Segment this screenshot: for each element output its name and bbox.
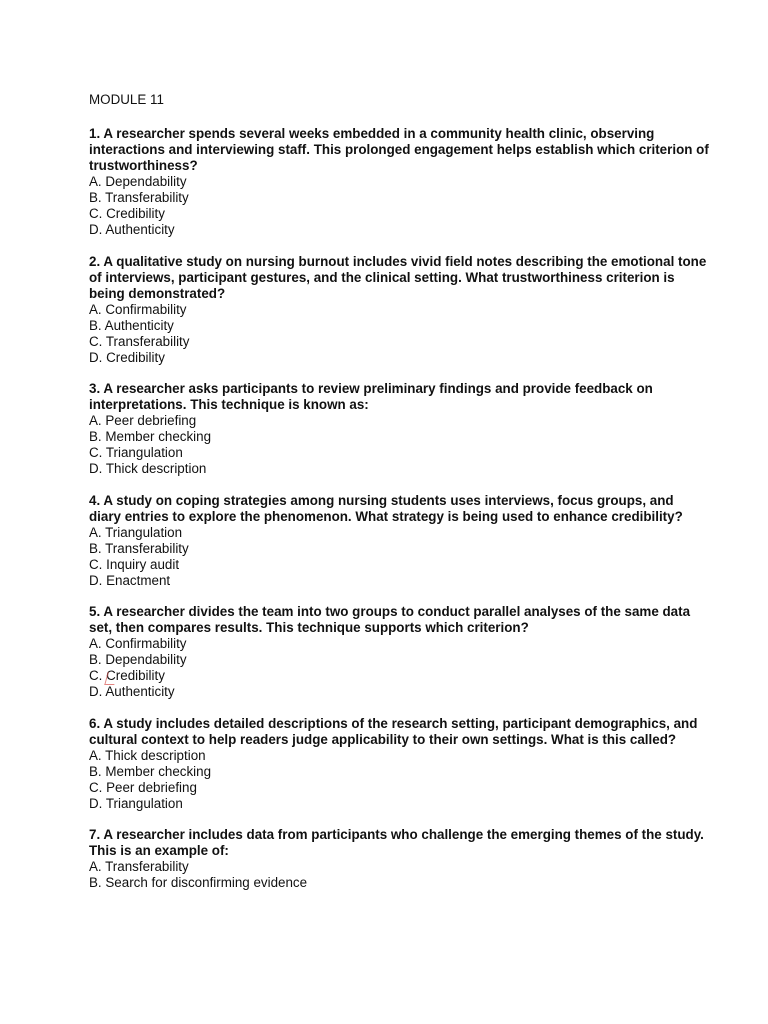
question-text: 1. A researcher spends several weeks embedded in a community health clinic, observing interactions and interviewing staff. This prolonged engagement helps establish which criterion of trustworthiness?	[89, 126, 709, 173]
options-list	[89, 413, 709, 477]
option-b: B. Search for disconfirming evidence	[89, 875, 308, 890]
option-b: B. Dependability	[89, 652, 187, 667]
option-b: B. Member checking	[89, 763, 212, 779]
option-c: C. Inquiry audit	[89, 556, 180, 572]
option-d: D. Authenticity	[89, 222, 175, 237]
option-a: A. Triangulation	[89, 524, 183, 540]
option-c: C. Credibility	[89, 668, 165, 683]
option-d: D. Credibility	[89, 349, 165, 365]
module-title: MODULE 11	[89, 92, 164, 107]
question-text: 2. A qualitative study on nursing burnout includes vivid field notes describing the emotional tone of interviews, participant gestures, and the clinical setting. What trustworthiness criterion is being demonstrated?	[89, 253, 707, 301]
question-5	[89, 604, 709, 700]
option-c: C. Transferability	[89, 333, 190, 349]
options-list	[89, 174, 709, 238]
options-list	[89, 636, 709, 700]
question-4	[89, 493, 709, 589]
question-1	[89, 126, 709, 238]
question-text: 3. A researcher asks participants to review preliminary findings and provide feedback on interpretations. This technique is known as:	[89, 381, 653, 412]
question-text: 6. A study includes detailed descriptions of the research setting, participant demographics, and cultural context to help readers judge applicability to their own settings. What is this called?	[89, 715, 698, 747]
question-6	[89, 716, 709, 812]
options-list	[89, 748, 709, 812]
option-b: B. Authenticity	[89, 317, 174, 333]
option-a: A. Confirmability	[89, 301, 187, 317]
option-a: A. Transferability	[89, 859, 189, 874]
options-list	[89, 302, 709, 366]
option-b: B. Member checking	[89, 429, 212, 444]
option-d: D. Triangulation	[89, 795, 183, 811]
option-c: C. Credibility	[89, 206, 165, 221]
option-c: C. Triangulation	[89, 445, 183, 460]
option-c: C. Peer debriefing	[89, 779, 197, 795]
option-d: D. Authenticity	[89, 684, 175, 699]
options-list	[89, 859, 709, 891]
option-a: A. Dependability	[89, 174, 187, 189]
option-b: B. Transferability	[89, 190, 189, 205]
option-d: D. Thick description	[89, 461, 207, 476]
question-7	[89, 827, 709, 891]
question-text: 7. A researcher includes data from participants who challenge the emerging themes of the study. This is an example of:	[89, 827, 704, 858]
option-d: D. Enactment	[89, 572, 171, 588]
option-b: B. Transferability	[89, 540, 189, 556]
options-list	[89, 525, 709, 589]
option-a: A. Peer debriefing	[89, 413, 197, 428]
question-text: 5. A researcher divides the team into two groups to conduct parallel analyses of the same data set, then compares results. This technique supports which criterion?	[89, 604, 691, 635]
question-3	[89, 381, 709, 477]
option-a: A. Thick description	[89, 747, 206, 763]
question-text: 4. A study on coping strategies among nursing students uses interviews, focus groups, and diary entries to explore the phenomenon. What strategy is being used to enhance credibility?	[89, 492, 683, 524]
document-page	[89, 92, 709, 907]
option-a: A. Confirmability	[89, 636, 187, 651]
question-2	[89, 254, 709, 366]
